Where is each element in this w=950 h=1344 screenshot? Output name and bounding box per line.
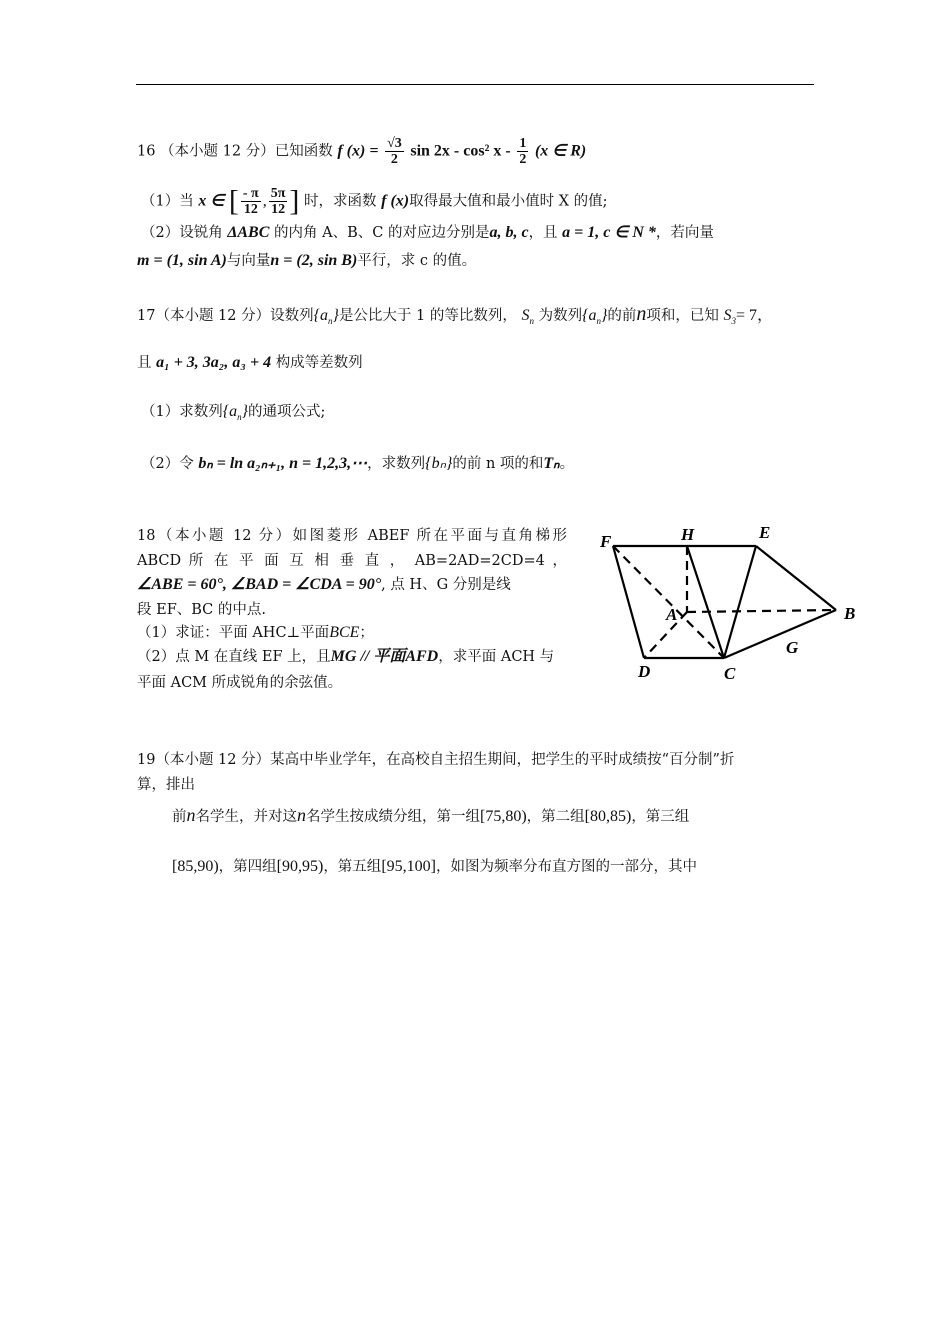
q16-frac-sqrt3-over-2: $\frac{√3}{2}$ — [387, 136, 402, 167]
q18-part2: （2）点 M 在直线 EF 上，且MG // 平面AFD，求平面 ACH 与 — [137, 648, 555, 665]
q19-line4: [85,90)，第四组[90,95)，第五组[95,100]，如图为频率分布直方图的一部分，其中 — [172, 858, 697, 875]
edge-EB — [756, 546, 836, 610]
edge-EC — [724, 546, 756, 658]
q16-formula-left: f (x) = — [337, 142, 379, 160]
geometry-figure — [596, 518, 866, 688]
q19-line3: 前n名学生，并对这n名学生按成绩分组，第一组[75,80)，第二组[80,85)，第三组 — [172, 805, 690, 825]
q19-line1: 19（本小题 12 分）某高中毕业学年，在高校自主招生期间，把学生的平时成绩按“百分制”折 — [137, 752, 735, 768]
q16-part2-line2: m = (1, sin A)与向量n = (2, sin B)平行，求 c 的值。 — [137, 252, 477, 269]
label-E: E — [759, 523, 771, 542]
q18-line1: 18（本小题 12 分）如图菱形 ABEF 所在平面与直角梯形 — [137, 528, 567, 544]
q18-line4: 段 EF、BC 的中点. — [137, 602, 266, 618]
q16-part1: （1）当 x ∈ [ $\frac{- \pi}{12}$ , $\frac{5\pi}{12}$ ] 时，求函数 f (x)取得最大值和最小值时 X 的值; — [141, 184, 608, 218]
edge-HC — [687, 546, 724, 658]
edge-CB — [724, 610, 836, 658]
label-C: C — [724, 664, 736, 683]
label-A: A — [666, 605, 678, 624]
edge-FC — [613, 546, 724, 658]
q18-line2: ABCD 所 在 平 面 互 相 垂 直 ， AB=2AD=2CD=4 ， — [137, 553, 567, 569]
bracket-left: [ — [228, 184, 239, 218]
q18-part1: （1）求证：平面 AHC⊥平面BCE； — [137, 624, 374, 641]
label-D: D — [638, 662, 651, 681]
q18-part2-line2: 平面 ACM 所成锐角的余弦值。 — [137, 675, 343, 691]
q18-line3: ∠ABE = 60°, ∠BAD = ∠CDA = 90°, 点 H、G 分别是线 — [137, 576, 511, 593]
q17-part1: （1）求数列$\{a_n\}$的通项公式; — [141, 403, 326, 423]
label-F: F — [600, 532, 612, 551]
q16-lower-bound: $\frac{- \pi}{12}$ — [242, 186, 259, 217]
q17-part2: （2）令 bₙ = ln a₂ₙ₊₁, n = 1,2,3,⋯，求数列{bₙ}的前 n 项的和Tₙ。 — [141, 455, 575, 472]
label-B: B — [844, 604, 856, 623]
q16-upper-bound: $\frac{5\pi}{12}$ — [270, 186, 286, 217]
q19-line2: 算，排出 — [137, 777, 195, 793]
q16-part2-line1: （2）设锐角 ΔABC 的内角 A、B、C 的对应边分别是a, b, c，且 a = 1, c ∈ N *，若向量 — [141, 224, 714, 241]
q16-frac-1-over-2: $\frac{1}{2}$ — [519, 136, 527, 167]
header-rule — [136, 84, 814, 85]
q17-line2: 且 a₁ + 3, 3a₂, a₃ + 4 构成等差数列 — [137, 354, 363, 371]
bracket-right: ] — [289, 184, 300, 218]
q16-statement: 16 （本小题 12 分）已知函数 f (x) = $\frac{√3}{2}$ sin 2x - cos² x - $\frac{1}{2}$ (x ∈ R) — [137, 136, 587, 167]
label-H: H — [681, 525, 695, 544]
q17-statement: 17（本小题 12 分）设数列$\{a_n\}$是公比大于 1 的等比数列， $S_n$ 为数列$\{a_n\}$的前n项和，已知 $S_3= 7$， — [137, 303, 774, 327]
label-G: G — [786, 638, 799, 657]
